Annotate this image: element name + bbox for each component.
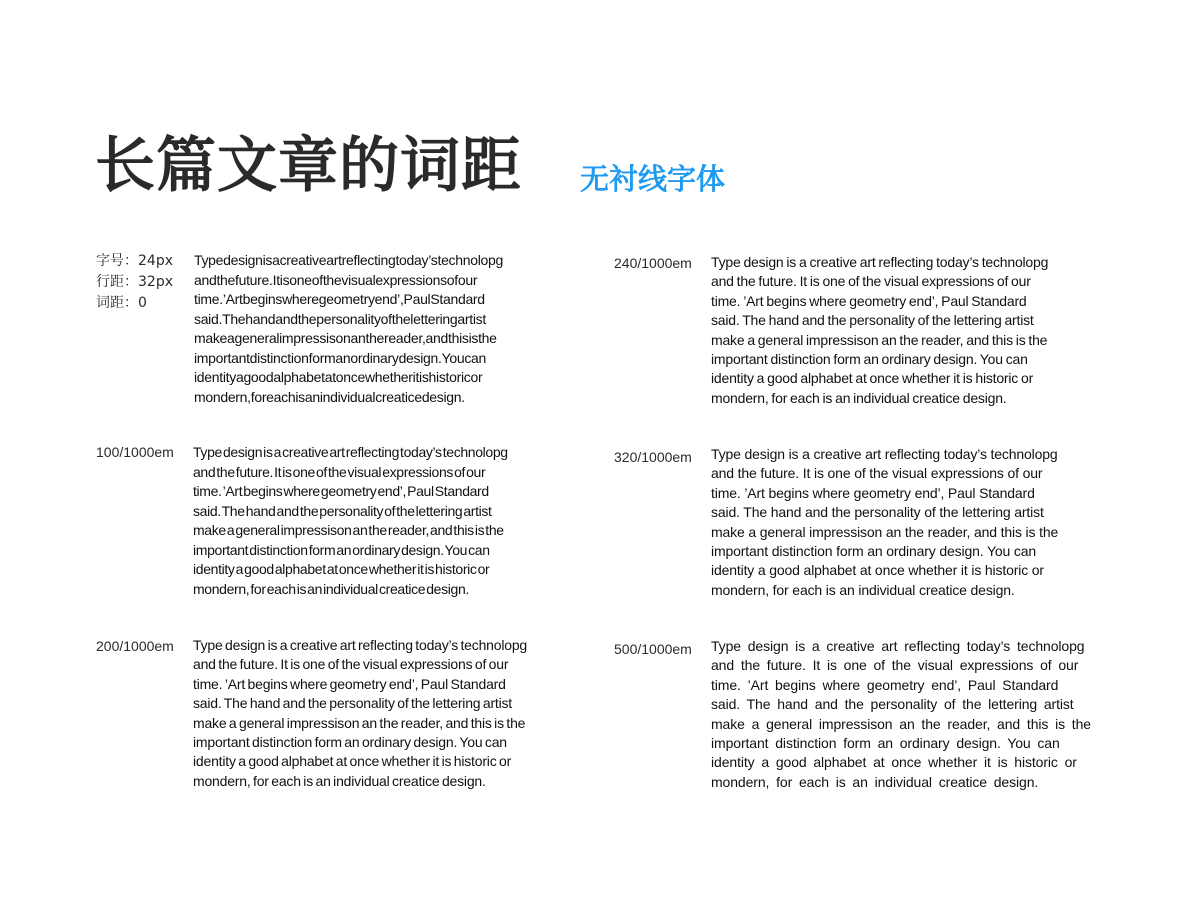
sample-line: and the future. It is one of the visual expressions of our	[711, 465, 1043, 482]
sample-line: said. The hand and the personality of the lettering artist	[711, 696, 1074, 713]
sample-line: importantdistinctionformanordinarydesign.Youcan	[194, 349, 487, 366]
sample-line: make a general impressison an the reader, and this is the	[193, 714, 526, 731]
sample-line: Type design is a creative art reflecting today’s technolopg	[711, 446, 1058, 462]
sample-line: Type design is a creative art reflecting today’s technolopg	[193, 444, 508, 460]
sample-line: identity a good alphabet at once whether it is historic or	[711, 562, 1044, 579]
sample-line: Type design is a creative art reflecting today’s technolopg	[193, 637, 527, 653]
sample-line: Type design is a creative art reflecting today’s technolopg	[711, 254, 1049, 270]
sample-line: mondern, for each is an individual creatice design.	[711, 389, 1007, 406]
sample-line: said. The hand and the personality of the lettering artist	[193, 502, 492, 519]
sample-line: said. The hand and the personality of the lettering artist	[711, 504, 1044, 521]
sample-text-tracking-0	[194, 251, 503, 407]
sample-line: important distinction form an ordinary design. You can	[711, 351, 1028, 368]
sample-line: mondern, for each is an individual creatice design.	[711, 773, 1039, 790]
sample-line: make a general impressison an the reader, and this is the	[711, 331, 1048, 348]
sample-line: said. The hand and the personality of the lettering artist	[193, 695, 513, 712]
sample-label-320: 320/1000em	[614, 449, 692, 465]
sample-line: and the future. It is one of the visual expressions of our	[711, 657, 1079, 674]
sample-line: make a general impressison an the reader, and this is the	[711, 523, 1059, 540]
sample-line: andthefuture.Itisoneofthevisualexpressionsofour	[194, 271, 478, 288]
sample-label-100: 100/1000em	[96, 444, 174, 460]
sample-line: time. ’Art begins where geometry end’, Paul Standard	[193, 483, 489, 499]
sample-line: make a general impressison an the reader, and this is the	[193, 522, 504, 538]
sample-line: time. ’Art begins where geometry end’, Paul Standard	[711, 676, 1059, 693]
sample-line: said.Thehandandthepersonalityoftheletteringartist	[194, 310, 486, 327]
sample-line: important distinction form an ordinary design. You can	[711, 543, 1036, 560]
sample-line: and the future. It is one of the visual expressions of our	[711, 273, 1031, 290]
sample-label-200: 200/1000em	[96, 638, 174, 654]
sample-line: mondern,foreachisanindividualcreaticedesign.	[194, 388, 465, 405]
sample-line: identity a good alphabet at once whether it is historic or	[711, 754, 1077, 771]
sample-line: make a general impressison an the reader, and this is the	[711, 715, 1091, 732]
sample-line: and the future. It is one of the visual expressions of our	[193, 656, 509, 673]
sample-line: important distinction form an ordinary design. You can	[193, 734, 507, 751]
sample-line: makeageneralimpressisonanthereader,andthisisthe	[194, 330, 497, 346]
type-spec	[96, 251, 173, 314]
spec-word-spacing: 词距：0	[96, 295, 147, 311]
sample-line: said. The hand and the personality of the lettering artist	[711, 312, 1034, 329]
sample-line: identity a good alphabet at once whether it is historic or	[193, 561, 490, 577]
sample-line: Type design is a creative art reflecting today’s technolopg	[711, 638, 1085, 654]
sample-line: time.’Artbeginswheregeometryend’,PaulStandard	[194, 291, 485, 307]
sample-line: time. ’Art begins where geometry end’, Paul Standard	[711, 292, 1027, 309]
sample-text-tracking-100	[193, 443, 508, 599]
sample-text-tracking-240	[711, 253, 1048, 408]
page-title: 长篇文章的词距	[95, 131, 522, 201]
sample-line: identity a good alphabet at once whether it is historic or	[193, 753, 512, 770]
sample-line: identityagoodalphabetatoncewhetheritishistoricor	[194, 369, 483, 385]
sample-line: and the future. It is one of the visual expressions of our	[193, 463, 486, 480]
spec-line-height: 行距：32px	[96, 274, 173, 290]
sample-text-tracking-320	[711, 445, 1058, 600]
sample-line: important distinction form an ordinary design. You can	[711, 735, 1060, 752]
sample-text-tracking-500	[711, 637, 1091, 792]
sample-line: identity a good alphabet at once whether it is historic or	[711, 370, 1034, 387]
sample-label-240: 240/1000em	[614, 255, 692, 271]
sample-line: Typedesignisacreativeartreflectingtoday’stechnolopg	[194, 252, 503, 268]
sample-text-tracking-200	[193, 636, 527, 791]
sample-line: mondern, for each is an individual creatice design.	[193, 580, 469, 597]
sample-line: time. ’Art begins where geometry end’, Paul Standard	[711, 484, 1035, 501]
page-subtitle: 无衬线字体	[580, 162, 726, 196]
sample-line: mondern, for each is an individual creatice design.	[193, 772, 486, 789]
sample-label-500: 500/1000em	[614, 641, 692, 657]
sample-line: time. ’Art begins where geometry end’, Paul Standard	[193, 675, 506, 692]
sample-line: important distinction form an ordinary design. You can	[193, 541, 490, 558]
sample-line: mondern, for each is an individual creatice design.	[711, 581, 1015, 598]
spec-font-size: 字号：24px	[96, 253, 173, 269]
